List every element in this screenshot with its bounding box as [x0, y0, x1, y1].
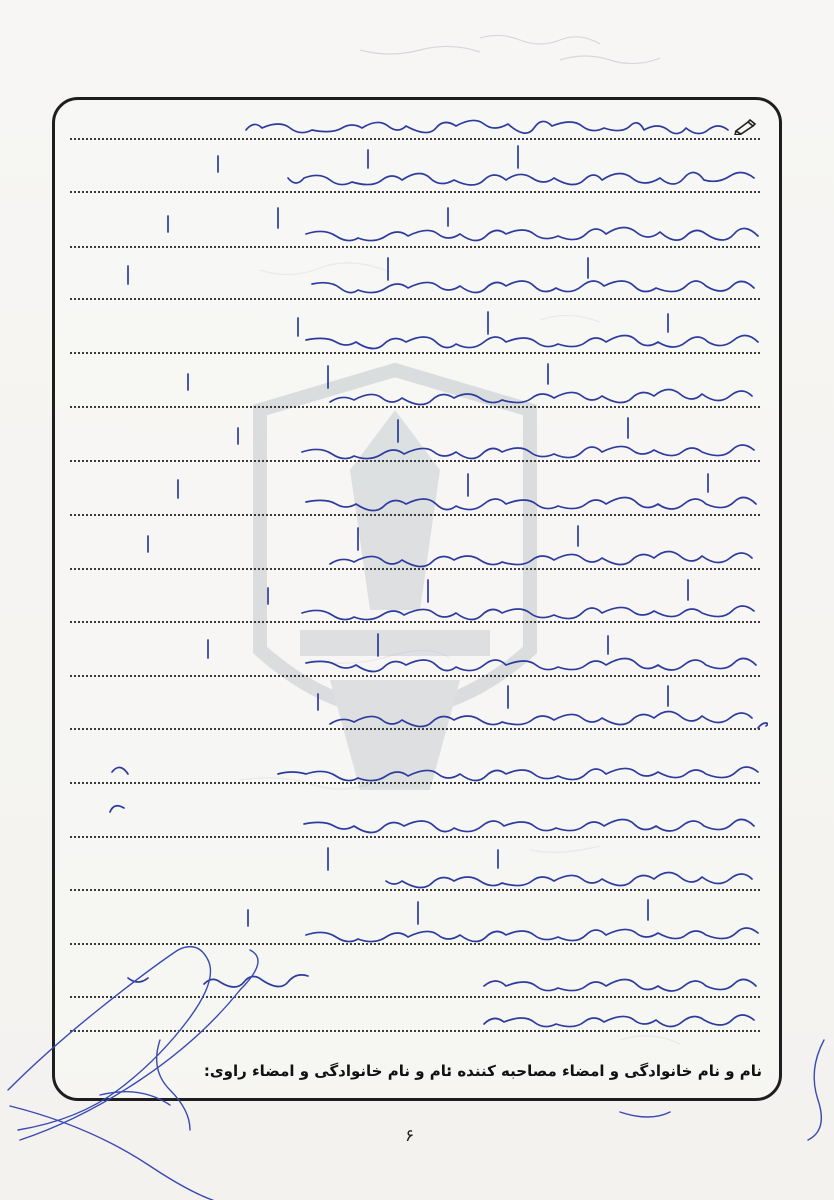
- signature-labels: [72, 1062, 762, 1088]
- page-number: ۶: [405, 1126, 415, 1146]
- handwritten-text-strokes: [68, 108, 768, 1048]
- interviewer-signature-label: نام و نام خانوادگی و امضاء مصاحبه کننده :: [446, 1062, 762, 1080]
- narrator-signature-label: نام و نام خانوادگی و امضاء راوی:: [203, 1062, 452, 1080]
